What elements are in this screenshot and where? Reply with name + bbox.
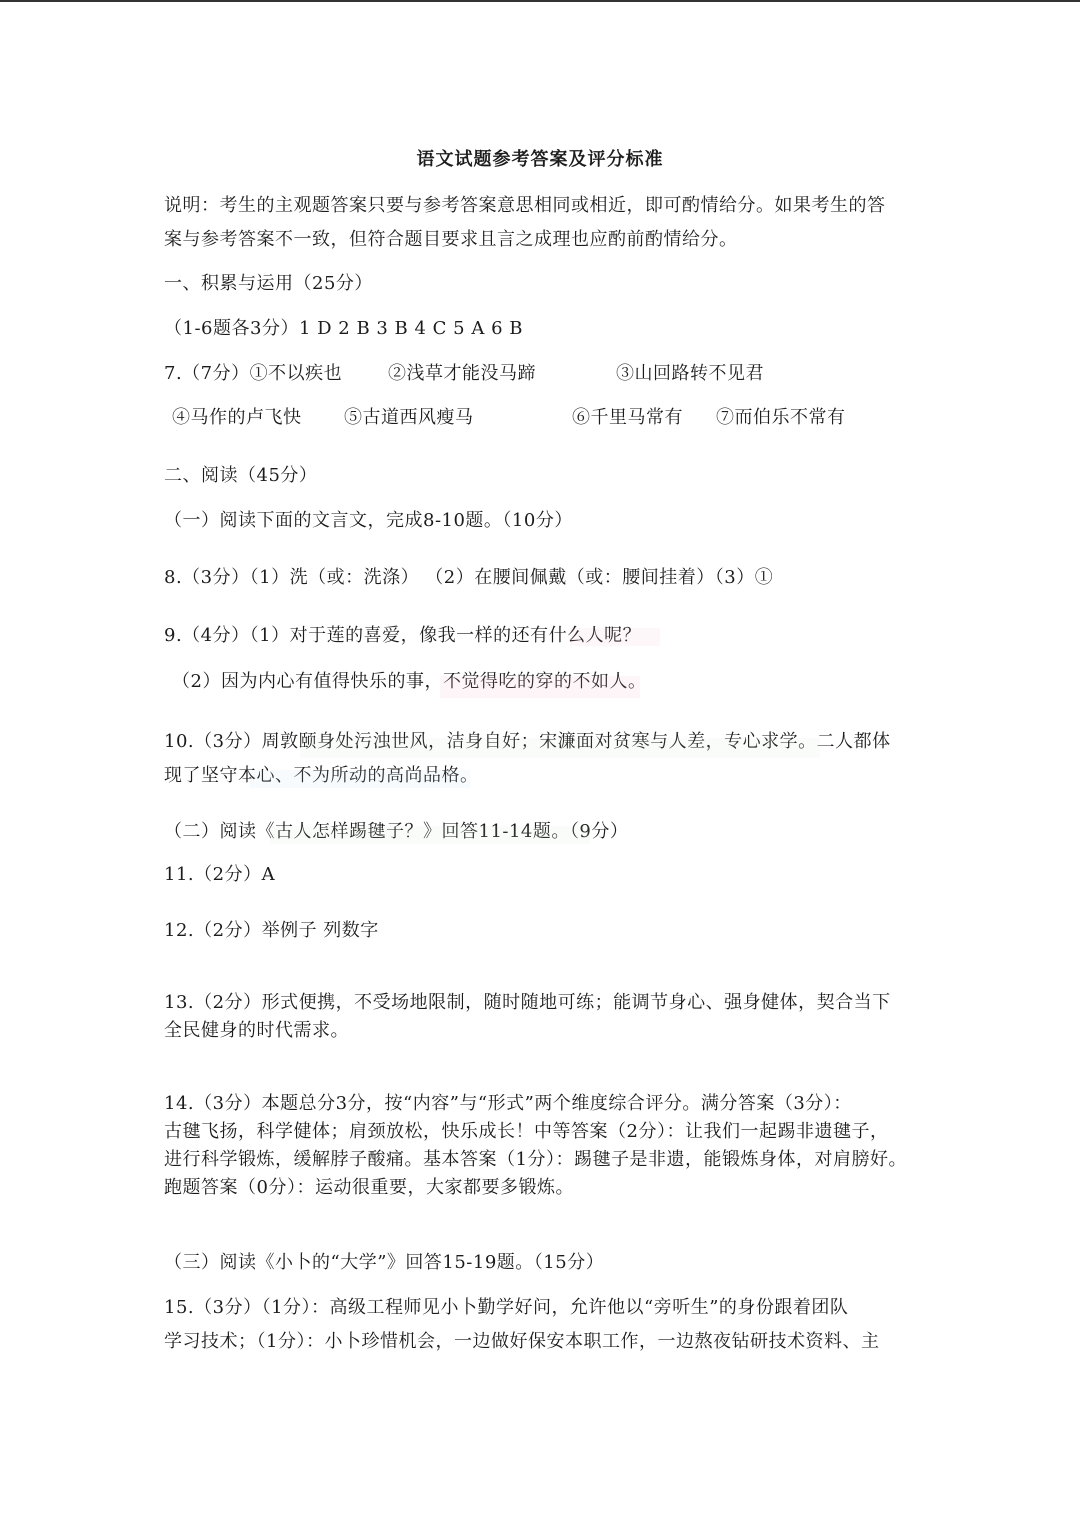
answer-q7-d: ④马作的卢飞快 xyxy=(172,407,302,428)
answer-q15-line-2: 学习技术；（1分）：小卜珍惜机会，一边做好保安本职工作，一边熬夜钻研技术资料、主 xyxy=(164,1331,880,1352)
answer-q14-line-2: 古毽飞扬，科学健体；肩颈放松，快乐成长！中等答案（2分）：让我们一起踢非遗毽子， xyxy=(164,1121,889,1142)
page-title: 语文试题参考答案及评分标准 xyxy=(416,149,664,170)
note-line-1: 说明：考生的主观题答案只要与参考答案意思相同或相近，即可酌情给分。如果考生的答 xyxy=(164,195,886,216)
answer-q7-a: 7.（7分）①不以疾也 xyxy=(164,363,343,384)
answer-q15-line-1: 15.（3分）（1分）：高级工程师见小卜勤学好问，允许他以“旁听生”的身份跟着团队 xyxy=(164,1297,849,1318)
answer-q7-g: ⑦而伯乐不常有 xyxy=(716,407,846,428)
part-heading-2: （二）阅读《古人怎样踢毽子？》回答11-14题。（9分） xyxy=(164,821,629,842)
answer-q9-line-1: 9.（4分）（1）对于莲的喜爱，像我一样的还有什么人呢？ xyxy=(164,625,642,646)
answer-q13-line-2: 全民健身的时代需求。 xyxy=(164,1020,349,1041)
answer-q10-line-1: 10.（3分）周敦颐身处污浊世风，洁身自好；宋濂面对贫寒与人差，专心求学。二人都体 xyxy=(164,731,891,752)
section-heading-1: 一、积累与运用（25分） xyxy=(164,273,373,294)
answer-q14-line-1: 14.（3分）本题总分3分，按“内容”与“形式”两个维度综合评分。满分答案（3分）： xyxy=(164,1093,852,1114)
answer-q14-line-4: 跑题答案（0分）：运动很重要，大家都要多锻炼。 xyxy=(164,1177,574,1198)
answer-q7-c: ③山回路转不见君 xyxy=(616,363,764,384)
answer-q8: 8.（3分）（1）洗（或：洗涤） （2）在腰间佩戴（或：腰间挂着）（3）① xyxy=(164,567,774,588)
section-heading-2: 二、阅读（45分） xyxy=(164,465,318,486)
note-line-2: 案与参考答案不一致，但符合题目要求且言之成理也应酌前酌情给分。 xyxy=(164,229,738,250)
answer-q7-f: ⑥千里马常有 xyxy=(572,407,683,428)
answer-q7-line-1 xyxy=(164,362,342,386)
answer-q10-line-2: 现了坚守本心、不为所动的高尚品格。 xyxy=(164,765,479,786)
answer-q1-6: （1-6题各3分）1 D 2 B 3 B 4 C 5 A 6 B xyxy=(164,318,523,339)
answer-q9-line-2: （2）因为内心有值得快乐的事，不觉得吃的穿的不如人。 xyxy=(172,671,647,692)
answer-q12: 12.（2分）举例子 列数字 xyxy=(164,920,379,941)
answer-q11: 11.（2分）A xyxy=(164,864,276,885)
answer-q7-b: ②浅草才能没马蹄 xyxy=(388,363,536,384)
answer-q14-line-3: 进行科学锻炼，缓解脖子酸痛。基本答案（1分）：踢毽子是非遗，能锻炼身体，对肩膀好。 xyxy=(164,1149,907,1170)
part-heading-1: （一）阅读下面的文言文，完成8-10题。（10分） xyxy=(164,510,573,531)
answer-q7-e: ⑤古道西风瘦马 xyxy=(344,407,474,428)
part-heading-3: （三）阅读《小卜的“大学”》回答15-19题。（15分） xyxy=(164,1252,605,1273)
answer-q13-line-1: 13.（2分）形式便携，不受场地限制，随时随地可练；能调节身心、强身健体，契合当下 xyxy=(164,992,891,1013)
